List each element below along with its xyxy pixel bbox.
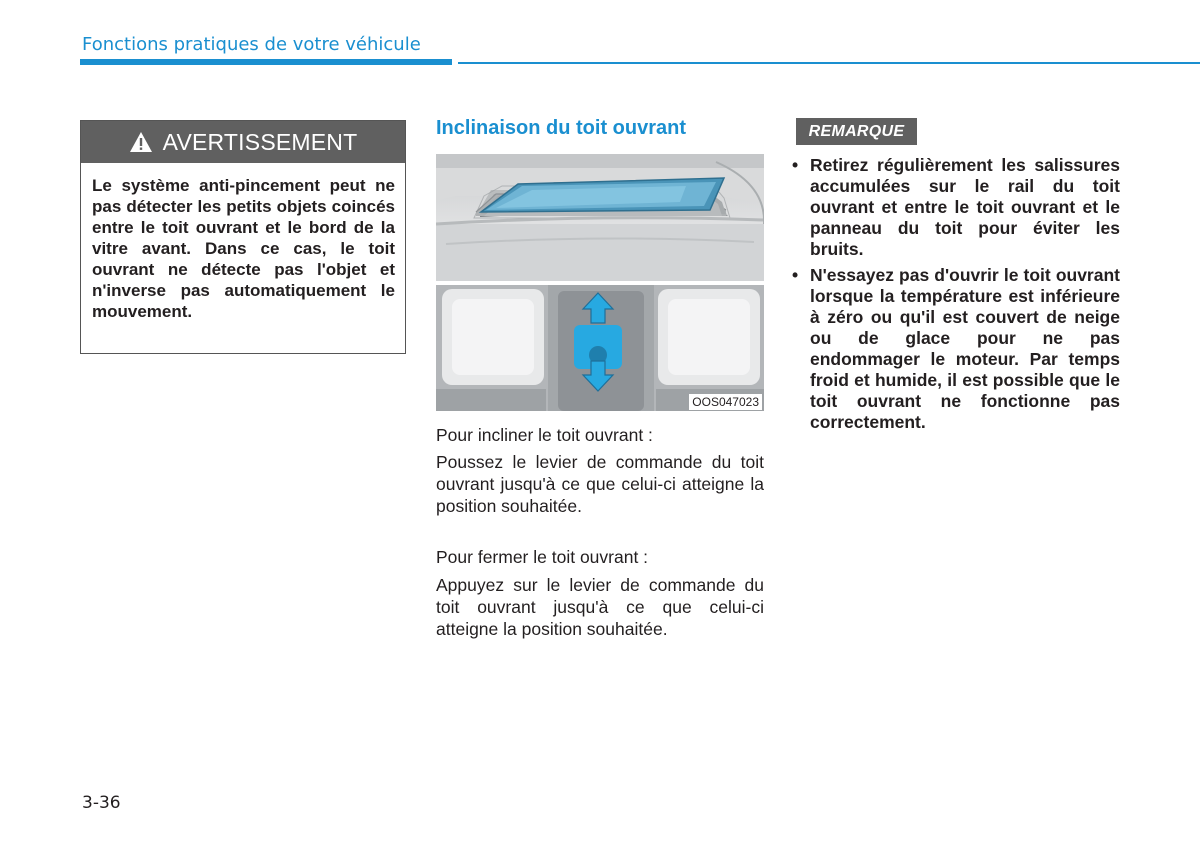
note-item — [790, 265, 1120, 433]
note-badge: REMARQUE — [796, 118, 917, 145]
sunroof-switch-illustration — [436, 285, 764, 411]
warning-title: AVERTISSEMENT — [162, 128, 358, 155]
note-item — [790, 155, 1120, 260]
note-item-text: Retirez régulièrement les salissures accumulées sur le rail du toit ouvrant et entre le toit ouvrant et le panneau du toit pour éviter les bruits. — [810, 155, 1120, 259]
header-rule-thin — [458, 62, 1200, 64]
close-heading: Pour fermer le toit ouvrant : — [436, 547, 649, 567]
note-item-text: N'essayez pas d'ouvrir le toit ouvrant lorsque la température est inférieure à zéro ou qu'il est couvert de neige ou de glace pour ne pas endommager le moteur. Par temps froid et humide, il est possible que le toit ouvrant ne fonctionne pas correctement. — [810, 265, 1120, 432]
open-heading: Pour incliner le toit ouvrant : — [436, 425, 653, 445]
sunroof-figure — [436, 154, 764, 411]
warning-box — [80, 120, 406, 354]
warning-text: Le système anti-pincement peut ne pas détecter les petits objets coincés entre le toit ouvrant et le bord de la vitre avant. Dans ce cas, le toit ouvrant ne détecte pas l'objet et n'inverse pas automatiquement le mouvement. — [92, 176, 395, 321]
open-instructions: Poussez le levier de commande du toit ouvrant jusqu'à ce que celui-ci atteigne la position souhaitée. — [436, 452, 764, 516]
bullet-icon: • — [792, 265, 799, 285]
header-rule-thick — [80, 59, 452, 65]
bullet-icon: • — [792, 155, 799, 175]
warning-triangle-icon — [129, 131, 153, 153]
close-instructions: Appuyez sur le levier de commande du toit ouvrant jusqu'à ce que celui-ci atteigne la position souhaitée. — [436, 575, 764, 639]
figure-label: OOS047023 — [689, 394, 762, 410]
note-list — [790, 155, 1120, 438]
tilt-section-title: Inclinaison du toit ouvrant — [436, 117, 686, 139]
section-header-title: Fonctions pratiques de votre véhicule — [82, 34, 421, 55]
page-number: 3-36 — [82, 793, 121, 813]
sunroof-roof-illustration — [436, 154, 764, 281]
warning-header — [81, 121, 405, 163]
